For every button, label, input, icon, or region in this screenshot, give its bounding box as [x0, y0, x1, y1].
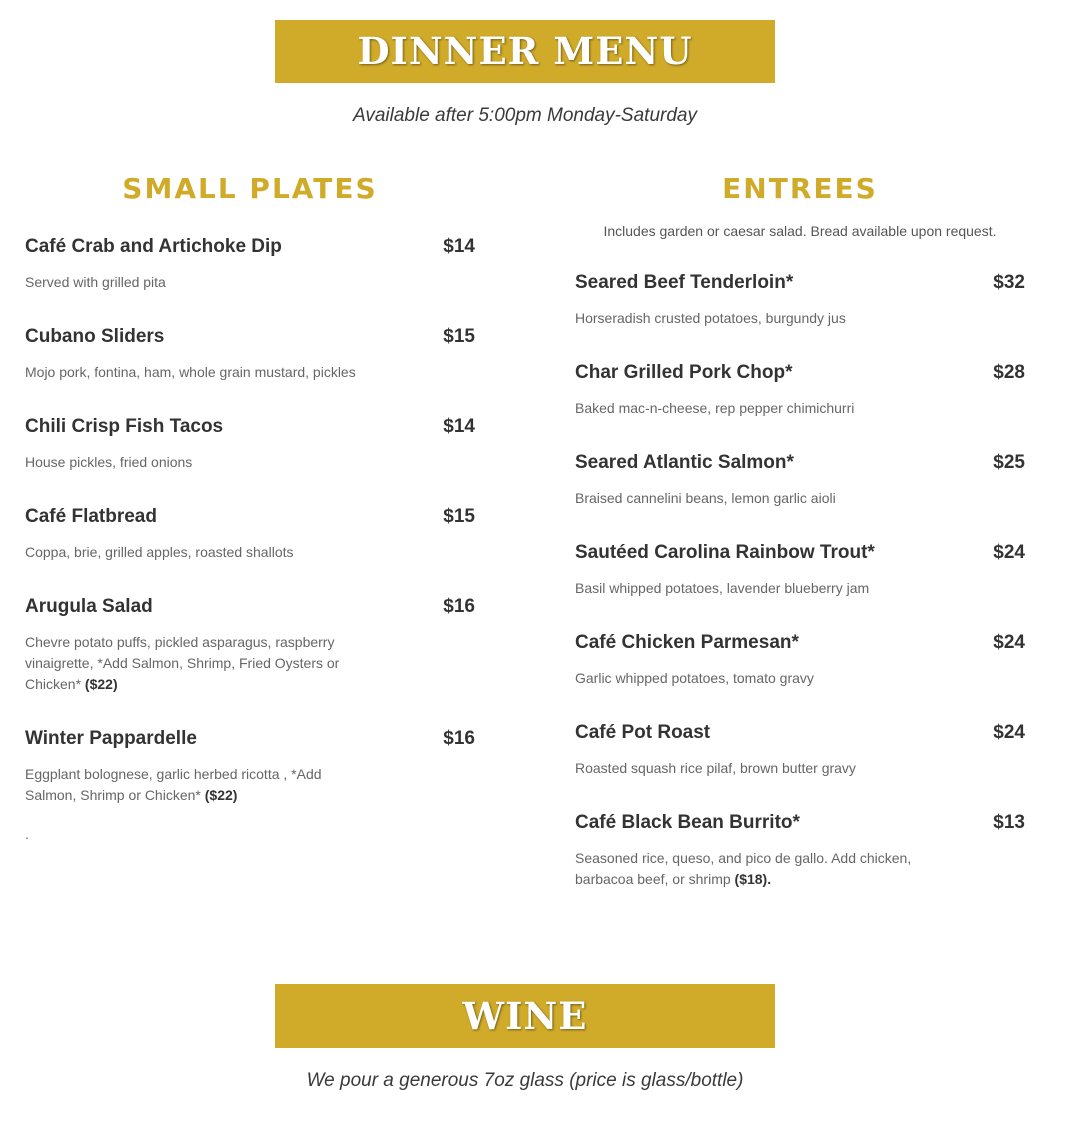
menu-item — [25, 728, 475, 808]
item-price: $13 — [993, 812, 1025, 833]
entrees-note: Includes garden or caesar salad. Bread available upon request. — [603, 223, 997, 239]
item-price: $14 — [443, 416, 475, 437]
menu-item — [575, 632, 1025, 692]
menu-item — [575, 722, 1025, 782]
menu-item — [575, 812, 1025, 892]
item-price: $15 — [443, 506, 475, 527]
menu-item — [575, 452, 1025, 512]
item-description: Eggplant bolognese, garlic herbed ricotta , *Add Salmon, Shrimp or Chicken* ($22) — [25, 766, 322, 803]
wine-banner: WINE — [275, 984, 775, 1048]
item-name: Sautéed Carolina Rainbow Trout* — [575, 542, 875, 563]
item-name: Café Chicken Parmesan* — [575, 632, 799, 653]
item-price: $28 — [993, 362, 1025, 383]
item-price: $24 — [993, 722, 1025, 743]
item-name: Chili Crisp Fish Tacos — [25, 416, 224, 437]
trailing-mark: . — [25, 826, 29, 842]
item-name: Café Pot Roast — [575, 722, 711, 743]
item-price: $16 — [443, 596, 475, 617]
item-price: $24 — [993, 632, 1025, 653]
item-description: Baked mac-n-cheese, rep pepper chimichurri — [575, 400, 855, 416]
item-description: Garlic whipped potatoes, tomato gravy — [575, 670, 814, 686]
item-description: Basil whipped potatoes, lavender blueberry jam — [575, 580, 870, 596]
menu-item — [25, 506, 475, 566]
item-name: Café Black Bean Burrito* — [575, 812, 800, 833]
item-name: Seared Beef Tenderloin* — [575, 272, 794, 293]
entrees-heading: ENTREES — [722, 172, 878, 205]
item-description: Seasoned rice, queso, and pico de gallo. Add chicken, barbacoa beef, or shrimp ($18). — [575, 850, 912, 887]
dinner-menu-banner: DINNER MENU — [275, 20, 775, 83]
add-on-price: ($18). — [734, 871, 772, 887]
item-price: $32 — [993, 272, 1025, 293]
item-name: Café Flatbread — [25, 506, 157, 527]
item-price: $16 — [443, 728, 475, 749]
menu-item — [575, 362, 1025, 422]
item-price: $24 — [993, 542, 1025, 563]
menu-item — [25, 326, 475, 386]
item-name: Char Grilled Pork Chop* — [575, 362, 793, 383]
menu-item — [25, 596, 475, 696]
item-description: House pickles, fried onions — [25, 454, 193, 470]
item-price: $14 — [443, 236, 475, 257]
item-name: Winter Pappardelle — [25, 728, 197, 749]
item-price: $15 — [443, 326, 475, 347]
menu-item — [575, 272, 1025, 332]
menu-item — [575, 542, 1025, 602]
item-description: Roasted squash rice pilaf, brown butter gravy — [575, 760, 856, 776]
wine-pour-note: We pour a generous 7oz glass (price is glass/bottle) — [306, 1070, 744, 1091]
item-description: Chevre potato puffs, pickled asparagus, raspberry vinaigrette, *Add Salmon, Shrimp, Fried Oysters or Chicken* ($22) — [25, 634, 340, 692]
item-description: Coppa, brie, grilled apples, roasted shallots — [25, 544, 294, 560]
item-description: Mojo pork, fontina, ham, whole grain mustard, pickles — [25, 364, 356, 380]
add-on-price: ($22) — [84, 676, 118, 692]
item-description: Horseradish crusted potatoes, burgundy jus — [575, 310, 846, 326]
item-description: Braised cannelini beans, lemon garlic aioli — [575, 490, 836, 506]
menu-item — [25, 236, 475, 296]
item-name: Seared Atlantic Salmon* — [575, 452, 794, 473]
item-name: Arugula Salad — [25, 596, 153, 617]
add-on-price: ($22) — [204, 787, 238, 803]
item-description: Served with grilled pita — [25, 274, 166, 290]
item-name: Café Crab and Artichoke Dip — [25, 236, 282, 257]
small-plates-heading: SMALL PLATES — [122, 172, 378, 205]
menu-item — [25, 416, 475, 476]
item-name: Cubano Sliders — [25, 326, 165, 347]
dinner-availability-note: Available after 5:00pm Monday-Saturday — [353, 105, 697, 126]
item-price: $25 — [993, 452, 1025, 473]
